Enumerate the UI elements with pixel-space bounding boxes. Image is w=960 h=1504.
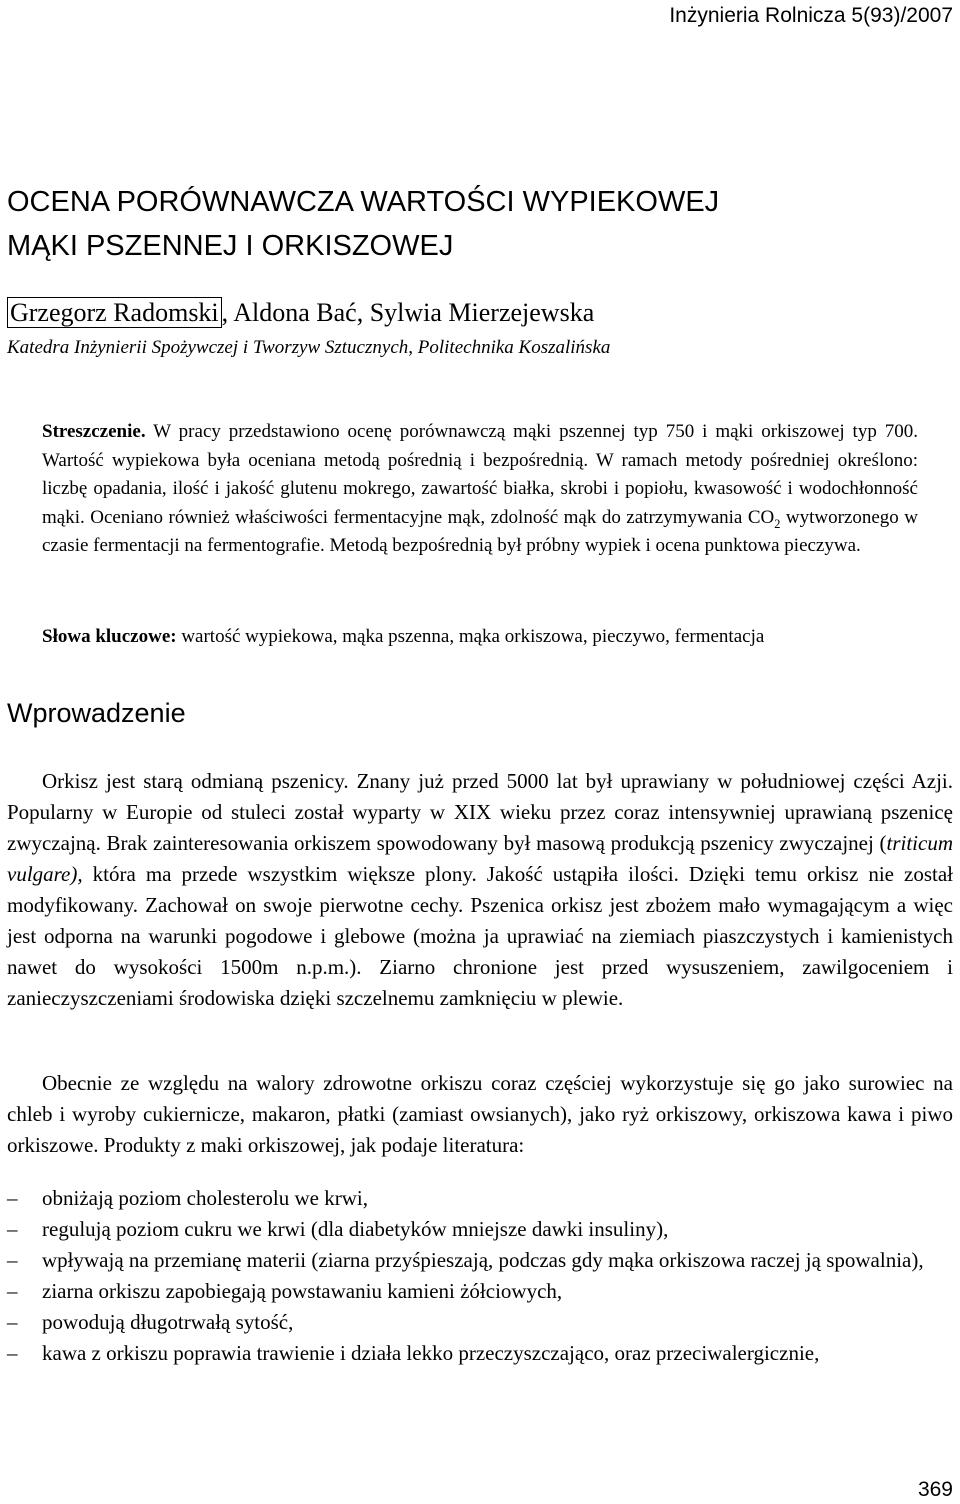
list-item-text: regulują poziom cukru we krwi (dla diabetyków mniejsze dawki insuliny), — [42, 1217, 669, 1241]
affiliation: Katedra Inżynierii Spożywczej i Tworzyw Sztucznych, Politechnika Koszalińska — [7, 337, 611, 358]
section-heading: Wprowadzenie — [7, 698, 186, 728]
dash-bullet: – — [7, 1341, 18, 1365]
journal-header: Inżynieria Rolnicza 5(93)/2007 — [669, 4, 953, 27]
author-first-highlighted[interactable]: Grzegorz Radomski — [7, 297, 222, 328]
dash-bullet: – — [7, 1217, 18, 1241]
author-list — [7, 298, 594, 328]
dash-bullet: – — [7, 1248, 18, 1272]
keywords — [42, 626, 764, 648]
paragraph-1-text-b: która ma przede wszystkim większe plony. Jakość ustąpiła ilości. Dzięki temu orkisz nie został modyfikowany. Zachował on swoje pierwotne cechy. Pszenica orkisz jest zbożem mało wymagającym a więc jest odporna na warunki pogodowe i glebowe (można ja uprawiać na ziemiach piaszczystych i kamienistych nawet do wysokości 1500m n.p.m.). Ziarno chronione jest przed wysuszeniem, zawilgoceniem i zanieczyszczeniami środowiska dzięki szczelnemu zamknięciu w plewie. — [7, 862, 953, 1010]
paper-title — [7, 180, 947, 268]
dash-bullet: – — [7, 1310, 18, 1334]
benefit-list — [7, 1183, 953, 1369]
dash-bullet: – — [7, 1279, 18, 1303]
list-item-text: kawa z orkiszu poprawia trawienie i działa lekko przeczyszczająco, oraz przeciwalergicznie, — [42, 1341, 820, 1365]
keywords-text: wartość wypiekowa, mąka pszenna, mąka orkiszowa, pieczywo, fermentacja — [176, 626, 765, 647]
keywords-label: Słowa kluczowe: — [42, 626, 177, 647]
abstract-label: Streszczenie. — [42, 421, 146, 442]
page-number: 369 — [917, 1478, 953, 1501]
paragraph-1 — [7, 766, 953, 1014]
list-item — [7, 1307, 953, 1338]
abstract — [42, 418, 918, 561]
list-item-text: powodują długotrwałą sytość, — [42, 1310, 294, 1334]
abstract-subscript: 2 — [774, 516, 781, 531]
abstract-text-2: wytworzonego w czasie fermentacji na fermentografie. Metodą bezpośrednią był próbny wypiek i ocena punktowa pieczywa. — [42, 506, 918, 556]
title-line-1: OCENA PORÓWNAWCZA WARTOŚCI WYPIEKOWEJ — [7, 186, 720, 218]
list-item-text: ziarna orkiszu zapobiegają powstawaniu kamieni żółciowych, — [42, 1279, 563, 1303]
abstract-text-1: W pracy przedstawiono ocenę porównawczą mąki pszennej typ 750 i mąki orkiszowej typ 700. Wartość wypiekowa była oceniana metodą pośrednią i bezpośrednią. W ramach metody pośredniej określono: liczbę opadania, ilość i jakość glutenu mokrego, zawartość białka, skrobi i popiołu, kwasowość i wodochłonność mąki. Oceniano również właściwości fermentacyjne mąk, zdolność mąk do zatrzymywania CO — [42, 421, 918, 528]
author-rest: , Aldona Bać, Sylwia Mierzejewska — [221, 298, 595, 327]
list-item — [7, 1214, 953, 1245]
paragraph-1-italic: triticum vulgare), — [7, 831, 953, 886]
paragraph-2: Obecnie ze względu na walory zdrowotne orkiszu coraz częściej wykorzystuje się go jako surowiec na chleb i wyroby cukiernicze, makaron, płatki (zamiast owsianych), jako ryż orkiszowy, orkiszowa kawa i piwo orkiszowe. Produkty z maki orkiszowej, jak podaje literatura: — [7, 1071, 953, 1157]
list-item-text: wpływają na przemianę materii (ziarna przyśpieszają, podczas gdy mąka orkiszowa raczej ją spowalnia), — [42, 1248, 924, 1272]
title-line-2: MĄKI PSZENNEJ I ORKISZOWEJ — [7, 230, 454, 262]
list-item — [7, 1183, 953, 1214]
paragraph-1-text-a: Orkisz jest starą odmianą pszenicy. Znany już przed 5000 lat był uprawiany w południowej części Azji. Popularny w Europie od stuleci został wyparty w XIX wieku przez coraz intensywniej uprawianą pszenicę zwyczajną. Brak zainteresowania orkiszem spowodowany był masową produkcją pszenicy zwyczajnej ( — [7, 769, 953, 855]
list-item-text: obniżają poziom cholesterolu we krwi, — [42, 1186, 368, 1210]
list-item — [7, 1338, 953, 1369]
list-item — [7, 1276, 953, 1307]
list-item — [7, 1245, 953, 1276]
dash-bullet: – — [7, 1186, 18, 1210]
